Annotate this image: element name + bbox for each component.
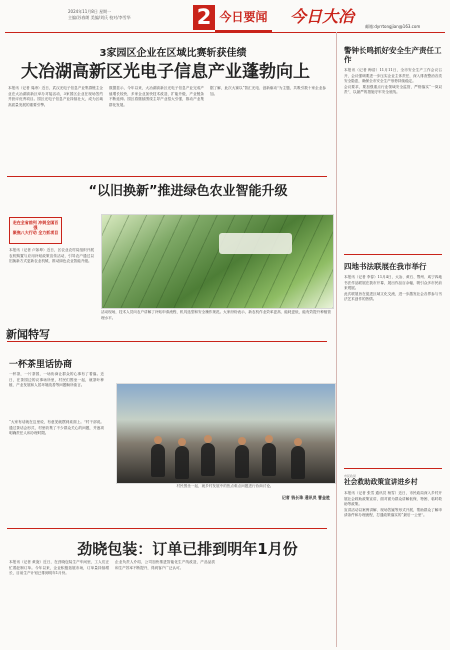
tea-discussion-photo xyxy=(116,383,336,484)
right-column-divider xyxy=(336,32,337,647)
villager-head xyxy=(294,438,302,446)
newspaper-email: 邮箱:dyrrtongjian@163.com xyxy=(365,24,421,29)
villager-figure xyxy=(151,444,165,477)
villager-head xyxy=(178,438,186,446)
greenhouse-shape xyxy=(219,233,292,254)
issue-staff: 主编/苏春朗 美编/刘氏 校对/李雪华 xyxy=(68,15,131,20)
lead-subtitle: 3家园区企业在区域比赛斩获佳绩 xyxy=(99,48,247,59)
villager-figure xyxy=(201,443,215,476)
villager-head xyxy=(154,436,162,444)
header-divider xyxy=(5,32,445,33)
bottom-body-col-1 xyxy=(9,560,109,577)
lead-body-col-3 xyxy=(210,86,326,97)
bottom-paragraph-1: 本报讯（记者 黄旋）近日，在劲晓包装生产车间里，工人们正忙着赶制订单。今年以来，企业积极拓展市场，订单量持续增长，目前生产计划已排到明年1月份。 xyxy=(9,560,109,576)
tea-paragraph-1: 一杯茶，一片茶园，一场协商让群众的心事有了着落。近日，在茶园边的议事场所里，村民们围坐一起，就茶叶种植、产业发展和人居环境改善等问题畅所欲言。 xyxy=(9,372,104,388)
tea-paragraph-2: “大家有话就在这里说，有意见就摆到桌面上。”村干部说。通过茶话会形式，村里收集了不少群众关心的问题，并逐项明确责任人和办理时限。 xyxy=(9,420,104,436)
tea-feature-title: 一杯茶里话协商 xyxy=(9,360,73,370)
farm-body-col-1 xyxy=(9,248,94,265)
calligraphy-paragraph-1: 本报讯（记者 李春）11月4日，大冶、黄石、鄂州、咸宁四地书法作品联展在我市开幕，展出作品百余幅，吸引众多市民前来观展。 xyxy=(344,275,442,291)
tea-divider xyxy=(7,528,327,529)
lead-title: 大冶湖高新区光电子信息产业蓬勃向上 xyxy=(21,62,310,82)
safety-paragraph-2: 会议要求，要加强重点行业领域安全监管，严格落实“一岗双责”，以最严的措施守牢安全底线。 xyxy=(344,84,442,95)
civil-affairs-title: 社会救助政策宣讲进乡村 xyxy=(344,478,418,486)
villager-head xyxy=(204,435,212,443)
issue-meta xyxy=(68,9,178,21)
right-bottom-article xyxy=(344,474,442,519)
right-middle-article xyxy=(344,262,442,303)
campaign-slogan-2: 聚焦八大行动 全力抓项目 xyxy=(12,230,59,235)
bottom-body-col-2 xyxy=(115,560,215,571)
calligraphy-article-title: 四地书法联展在我市举行 xyxy=(344,262,427,271)
right-divider-1 xyxy=(344,254,442,255)
safety-article-title: 警钟长鸣抓好安全生产责任工作 xyxy=(344,46,442,64)
civil-affairs-paragraph-1: 本报讯（记者 张雪 通讯员 杨雪）近日，市民政局深入乡村开展社会救助政策宣讲，面对面为群众讲解低保、特困、临时救助等政策。 xyxy=(344,491,442,507)
photo-credit: 记者 钱长珠 通讯员 曹金胜 xyxy=(281,495,330,500)
lead-body-col-2 xyxy=(109,86,204,108)
right-top-article xyxy=(344,46,442,96)
tea-body-col-1 xyxy=(9,372,104,389)
villager-figure xyxy=(235,445,249,478)
tea-body-col-2 xyxy=(9,420,104,437)
right-divider-2 xyxy=(344,468,442,469)
lead-divider xyxy=(7,176,327,177)
farm-paragraph-1: 本报讯（记者 卢如坤）近日，区农业农村局组织开展农机购置与应用补贴政策宣传活动，引导农户通过以旧换新方式更新农业机械，推动绿色农业智能升级。 xyxy=(9,248,94,264)
bottom-headline: 劲晓包装：订单已排到明年1月份 xyxy=(77,540,298,558)
villager-head xyxy=(265,435,273,443)
civil-affairs-body xyxy=(344,491,442,519)
campaign-slogan-box xyxy=(9,217,62,244)
calligraphy-paragraph-2: 此次联展旨在促进区域文化交流，进一步激发社会各界参与书法艺术创作的热情。 xyxy=(344,291,442,302)
villager-figure xyxy=(175,446,189,479)
bottom-paragraph-2: 企业负责人介绍，公司加快推进智能化生产线改造，产品品质和生产效率不断提升，得到客户广泛认可。 xyxy=(115,560,215,570)
villager-figure xyxy=(291,446,305,479)
lead-paragraph-2: 数据显示，今年以来，大冶湖高新区光电子信息产业完成产值增长较快，多家企业加快技术改造、扩能升级，产业链条不断延伸。园区将继续围绕主导产业招大引强，推动产业集群化发展。 xyxy=(109,86,204,107)
villager-head xyxy=(238,437,246,445)
farm-rows-texture xyxy=(102,215,333,308)
issue-date: 2024年11月8日 星期一 xyxy=(68,9,112,14)
lead-body-col-1 xyxy=(8,86,103,108)
lead-paragraph-3: 据了解，此次大赛以“智汇光电、创新驱动”为主题，共吸引数十家企业参加。 xyxy=(210,86,326,96)
newspaper-brand: 今日大冶 xyxy=(289,7,354,26)
lead-paragraph-1: 本报讯（记者 周涛）近日，武汉光电子信息产业集群链主企业在大冶湖高新区举办对接活动，3家园区企业在现场签约并获评优秀项目。园区光电子信息产业持续壮大，成为区域高质量发展的重要引擎。 xyxy=(8,86,103,107)
section-title: 今日要闻 xyxy=(215,5,272,32)
farm-photo xyxy=(101,214,334,309)
farm-paragraph-2: 活动现场，技术人员向农户讲解了补贴申请流程、机具选型和安全操作规范。大家纷纷表示，新农机作业效率更高、能耗更低，能有效提升种植管理水平。 xyxy=(101,310,331,320)
safety-article-body xyxy=(344,68,442,96)
farm-headline: “以旧换新”推进绿色农业智能升级 xyxy=(88,184,288,199)
page-number: 2 xyxy=(193,5,215,30)
civil-affairs-paragraph-2: 宣讲活动以案例讲解、现场答疑等形式开展，帮助群众了解申请条件和办理流程，打通政策落实的“最后一公里”。 xyxy=(344,507,442,518)
safety-paragraph-1: 本报讯（记者 梅浩）11月11日，全市安全生产工作会议召开，会议强调要进一步压实企业主体责任，深入排查整治各类安全隐患，确保全市安全生产形势持续稳定。 xyxy=(344,68,442,84)
civil-affairs-kicker: 市民政局 xyxy=(344,474,357,478)
farm-body-col-2 xyxy=(101,310,331,321)
photo-caption: 村民围坐一起，就乡村发展中的热点难点问题进行协商讨论。 xyxy=(176,484,274,488)
campaign-slogan-1: 走在全省前列 冲刺全国百强 xyxy=(12,220,59,230)
tea-feature-banner: 新闻特写 xyxy=(6,328,50,341)
calligraphy-article-body xyxy=(344,275,442,303)
villager-figure xyxy=(262,443,276,476)
